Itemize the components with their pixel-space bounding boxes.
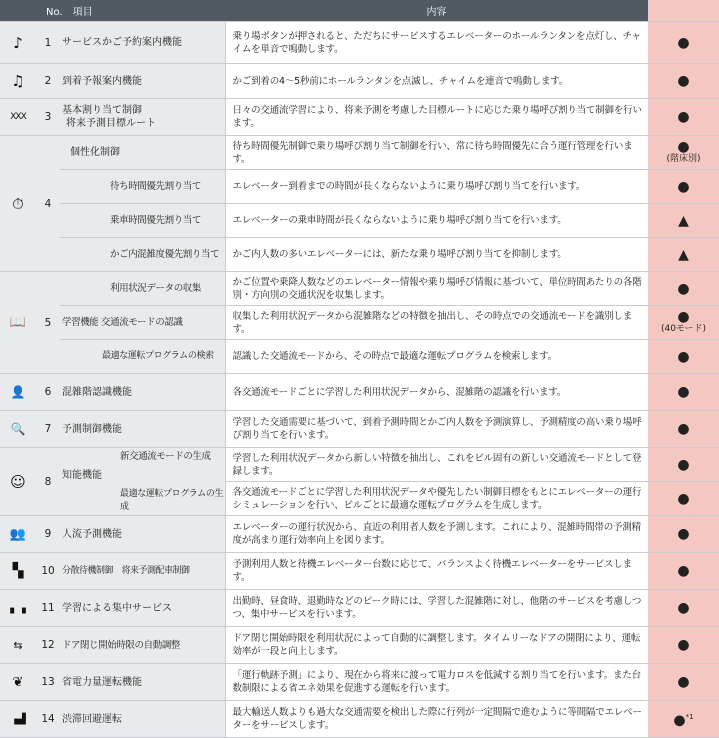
mark-note: (階床別) <box>666 154 701 164</box>
table-row <box>0 64 719 99</box>
prediction-search-icon: 🔍 <box>0 411 36 448</box>
row-subname: 新交通流モードの生成 <box>120 450 211 462</box>
row-name-line1: 基本割り当て制御 <box>62 105 142 116</box>
row-desc: 各交通流モードごとに学習した利用状況データや優先したい制御目標をもとにエレベーターの運行シミュレーションを行い、ビルごとに最適な運転プログラムを生成します。 <box>225 482 648 516</box>
row-subname: 待ち時間優先割り当て <box>60 170 225 204</box>
row-desc: かご内人数の多いエレベーターには、新たな乗り場呼び割り当てを抑制します。 <box>225 238 648 272</box>
support-mark: ● <box>648 22 719 64</box>
row-number: 11 <box>36 590 60 627</box>
table-row <box>0 136 719 170</box>
row-subname: かご内混雑度優先割り当て <box>60 238 225 272</box>
table-row <box>0 701 719 738</box>
row-desc: かご位置や乗降人数などのエレベーター情報や乗り場呼び情報に基づいて、単位時間あたりの各階別・方向別の交通状況を収集します。 <box>225 272 648 306</box>
support-mark: ● <box>648 64 719 99</box>
ai-head-icon: ☺ <box>0 448 36 516</box>
row-name-line2: 将来予測目標ルート <box>66 118 156 129</box>
support-mark: ● <box>673 712 686 729</box>
stopwatch-icon: ⏱ <box>0 136 36 272</box>
book-icon: 📖 <box>0 272 36 374</box>
row-desc: エレベーター到着までの時間が長くならないように乗り場呼び割り当てを行います。 <box>225 170 648 204</box>
support-mark: ● <box>648 627 719 664</box>
row-number: 13 <box>36 664 60 701</box>
congestion-bypass-icon: ▗▟ <box>0 701 36 738</box>
concentrated-service-icon: ▖▗ <box>0 590 36 627</box>
support-mark: ● <box>648 272 719 306</box>
table-row <box>0 553 719 590</box>
support-mark: ● <box>648 448 719 482</box>
row-number: 5 <box>36 272 60 374</box>
support-mark: ● <box>677 309 690 325</box>
row-number: 8 <box>36 448 60 516</box>
table-row <box>0 627 719 664</box>
row-number: 6 <box>36 374 60 411</box>
table-row <box>0 340 719 374</box>
support-mark: ● <box>648 590 719 627</box>
row-name: 学習機能 <box>62 317 99 328</box>
table-row <box>0 306 719 340</box>
row-desc: エレベーターの運行状況から、直近の利用者人数を予測します。これにより、混雑時間帯の予測精度が高まり運行効率向上を図ります。 <box>225 516 648 553</box>
footnote-mark: *1 <box>685 713 694 722</box>
row-name: ドア閉じ開始時限の自動調整 <box>60 627 225 664</box>
table-row <box>0 590 719 627</box>
support-mark: ● <box>677 139 690 155</box>
row-name: 予測制御機能 <box>60 411 225 448</box>
table-row <box>0 516 719 553</box>
row-name: 知能機能 <box>62 469 102 481</box>
row-desc: 学習した利用状況データから新しい特徴を抽出し、これをビル固有の新しい交通流モードとして登録します。 <box>225 448 648 482</box>
row-subname: 最適な運転プログラムの検索 <box>60 340 225 374</box>
door-timing-icon: ⇆ <box>0 627 36 664</box>
people-icon: 👥 <box>0 516 36 553</box>
row-name: 分散待機制御 将来予測配車制御 <box>60 553 225 590</box>
support-mark: ● <box>648 664 719 701</box>
table-header <box>0 0 719 22</box>
support-mark: ● <box>648 170 719 204</box>
row-number: 2 <box>36 64 60 99</box>
header-no: No. <box>46 7 63 18</box>
distributed-standby-icon: ▚ <box>0 553 36 590</box>
double-music-note-icon: ♫ <box>0 64 36 99</box>
row-subname: 利用状況データの収集 <box>60 272 225 306</box>
row-desc: 各交通流モードごとに学習した利用状況データから、混雑階の認識を行います。 <box>225 374 648 411</box>
row-number: 12 <box>36 627 60 664</box>
row-subname: 最適な運転プログラムの生成 <box>120 488 224 512</box>
row-desc: かご到着の4～5秒前にホールランタンを点滅し、チャイムを連音で鳴動します。 <box>225 64 648 99</box>
route-cross-icon: XXX <box>0 99 36 136</box>
row-number: 7 <box>36 411 60 448</box>
table-row <box>0 204 719 238</box>
table-row <box>0 170 719 204</box>
row-desc: 「運行軌跡予測」により、現在から将来に渡って電力ロスを低減する割り当てを行います。また台数制限による省エネ効果を促進する運転を行います。 <box>225 664 648 701</box>
row-subname: 交通流モードの認識 <box>101 317 183 328</box>
row-name: 学習による集中サービス <box>60 590 225 627</box>
mark-note: (40モード) <box>660 324 707 334</box>
row-number: 9 <box>36 516 60 553</box>
music-note-icon: ♪ <box>0 22 36 64</box>
table-row <box>0 272 719 306</box>
table-row <box>0 448 719 482</box>
row-desc: エレベーターの乗車時間が長くならないように乗り場呼び割り当てを行います。 <box>225 204 648 238</box>
table-row <box>0 664 719 701</box>
row-desc: 収集した利用状況データから混雑階などの特徴を抽出し、その時点での交通流モードを識別します。 <box>225 306 648 340</box>
row-desc: 予測利用人数と待機エレベーター台数に応じて、バランスよく待機エレベーターをサービスします。 <box>225 553 648 590</box>
row-number: 14 <box>36 701 60 738</box>
row-number: 10 <box>36 553 60 590</box>
row-desc: 乗り場ボタンが押されると、ただちにサービスするエレベーターのホールランタンを点灯し、チャイムを単音で鳴動します。 <box>225 22 648 64</box>
row-desc: 学習した交通需要に基づいて、到着予測時間とかご内人数を予測演算し、予測精度の高い乗り場呼び割り当てを行います。 <box>225 411 648 448</box>
support-mark: ● <box>648 411 719 448</box>
table-row <box>0 411 719 448</box>
row-desc: 認識した交通流モードから、その時点で最適な運転プログラムを検索します。 <box>225 340 648 374</box>
support-mark: ● <box>648 99 719 136</box>
row-desc: 日々の交通流学習により、将来予測を考慮した目標ルートに応じた乗り場呼び割り当て制御を行います。 <box>225 99 648 136</box>
table-row <box>0 238 719 272</box>
crowd-floor-icon: 👤 <box>0 374 36 411</box>
row-number: 4 <box>36 136 60 272</box>
header-content: 内容 <box>225 0 648 22</box>
row-subname: 乗車時間優先割り当て <box>60 204 225 238</box>
row-number: 3 <box>36 99 60 136</box>
support-mark: ● <box>648 516 719 553</box>
support-mark: ● <box>648 340 719 374</box>
row-name: 省電力量運転機能 <box>60 664 225 701</box>
support-mark: ● <box>648 374 719 411</box>
row-desc: 出勤時、昼食時、退勤時などのピーク時には、学習した混雑階に対し、他階のサービスを考慮しつつ、集中サービスを行います。 <box>225 590 648 627</box>
row-name: 混雑階認識機能 <box>60 374 225 411</box>
row-name: 渋滞回避運転 <box>60 701 225 738</box>
table-row <box>0 99 719 136</box>
row-desc: 最大輸送人数よりも過大な交通需要を検出した際に行列が一定間隔で進むように等間隔でエレベーターをサービスします。 <box>225 701 648 738</box>
row-desc: ドア閉じ開始時限を利用状況によって自動的に調整します。タイムリーなドアの開閉により、運転効率が一段と向上します。 <box>225 627 648 664</box>
support-mark: ● <box>648 553 719 590</box>
row-name: サービスかご予約案内機能 <box>60 22 225 64</box>
table-row <box>0 374 719 411</box>
leaf-icon: ❦ <box>0 664 36 701</box>
row-name: 到着予報案内機能 <box>60 64 225 99</box>
row-name: 個性化制御 <box>60 136 225 170</box>
row-number: 1 <box>36 22 60 64</box>
header-item: 項目 <box>72 7 93 18</box>
row-name: 人流予測機能 <box>60 516 225 553</box>
support-mark: ● <box>648 482 719 516</box>
table-row <box>0 22 719 64</box>
partial-mark: ▲ <box>648 204 719 238</box>
row-desc: 待ち時間優先制御で乗り場呼び割り当て制御を行い、常に待ち時間優先に合う運行管理を行います。 <box>225 136 648 170</box>
partial-mark: ▲ <box>648 238 719 272</box>
